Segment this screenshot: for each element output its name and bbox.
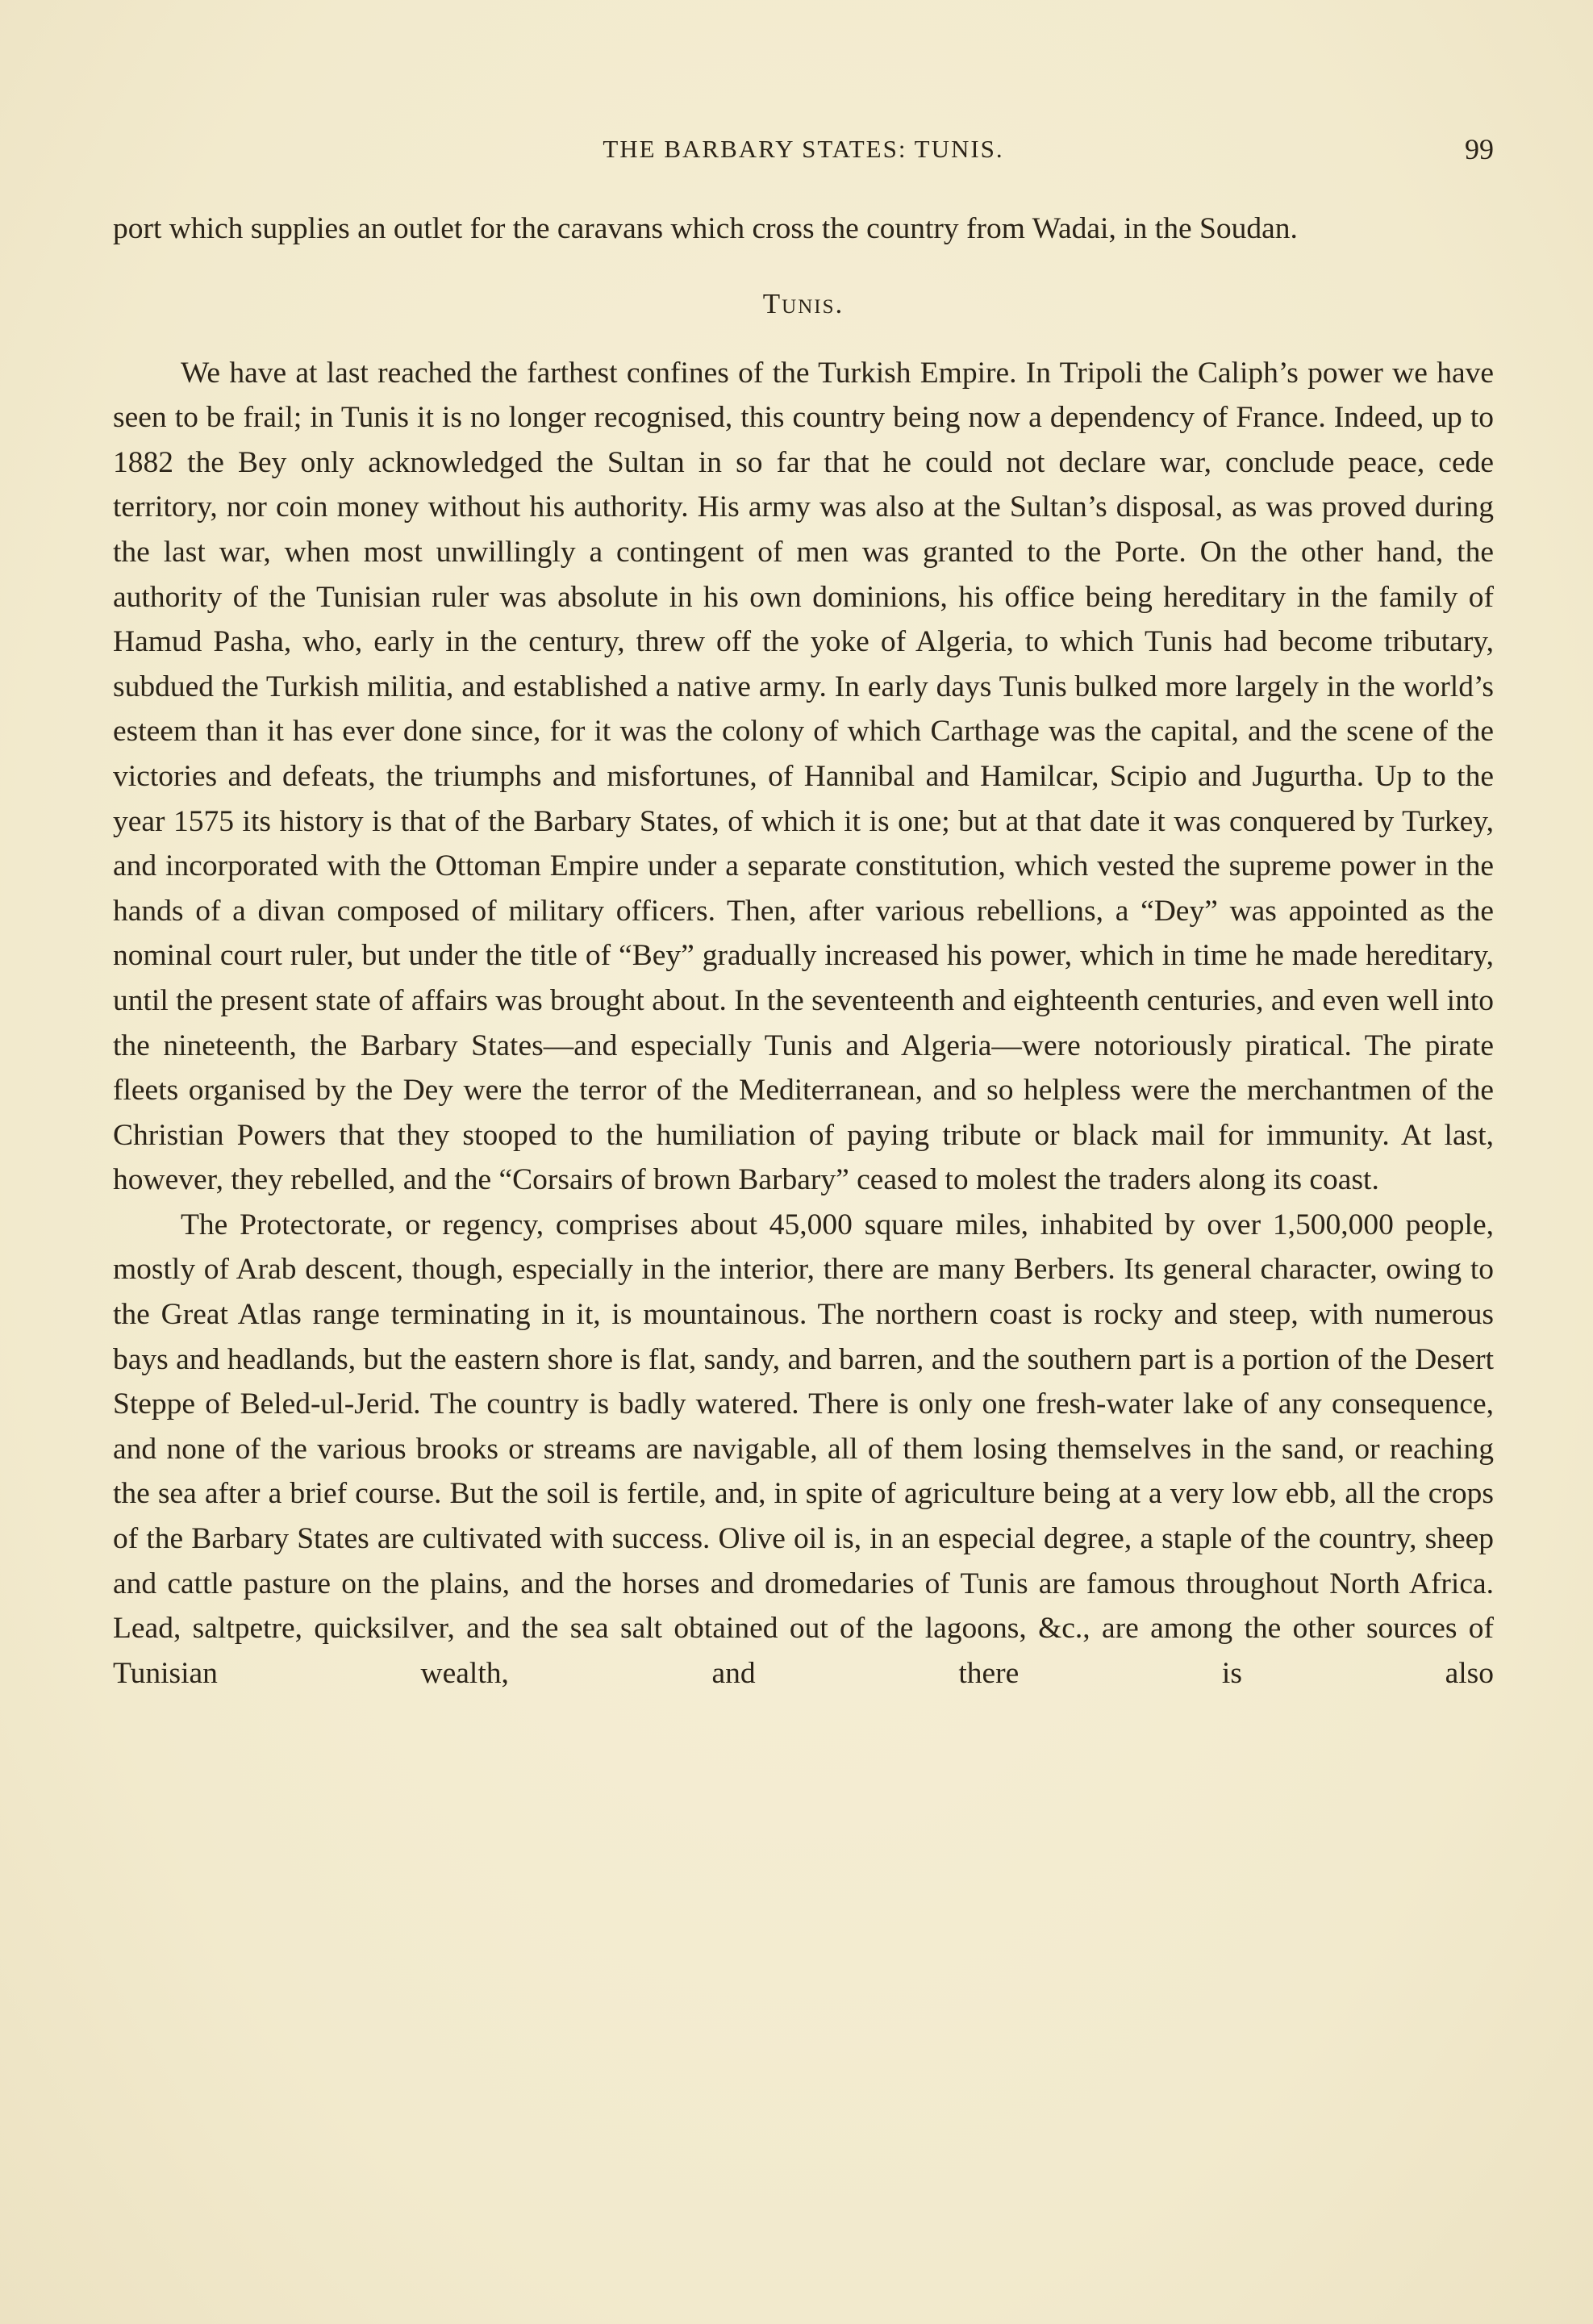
running-title: THE BARBARY STATES: TUNIS. bbox=[603, 135, 1004, 163]
section-title: Tunis. bbox=[762, 287, 844, 319]
body-text bbox=[113, 207, 1494, 1696]
paragraph-geography: The Protectorate, or regency, comprises about 45,000 square miles, inhabited by over 1,500,000 people, mostly of Arab descent, though, especially in the interior, there are many Berbers. Its general character, owing to the Great Atlas range terminating in it, is mountainous. The northern coast is rocky and steep, with numerous bays and headlands, but the eastern shore is flat, sandy, and barren, and the southern part is a portion of the Desert Steppe of Beled-ul-Jerid. The country is badly watered. There is only one fresh-water lake of any consequence, and none of the various brooks or streams are navigable, all of them losing themselves in the sand, or reaching the sea after a brief course. But the soil is fertile, and, in spite of agriculture being at a very low ebb, all the crops of the Barbary States are cultivated with success. Olive oil is, in an especial degree, a staple of the country, sheep and cattle pasture on the plains, and the horses and dromedaries of Tunis are famous throughout North Africa. Lead, saltpetre, quicksilver, and the sea salt obtained out of the lagoons, &c., are among the other sources of Tunisian wealth, and there is also bbox=[113, 1208, 1494, 1690]
opening-paragraph: port which supplies an outlet for the caravans which cross the country from Wadai, in the Soudan. bbox=[113, 212, 1298, 245]
page-number: 99 bbox=[1465, 133, 1494, 165]
paragraph-history: We have at last reached the farthest confines of the Turkish Empire. In Tripoli the Caliph’s power we have seen to be frail; in Tunis it is no longer recognised, this country being now a dependency of France. Indeed, up to 1882 the Bey only acknowledged the Sultan in so far that he could not declare war, conclude peace, cede territory, nor coin money without his authority. His army was also at the Sultan’s disposal, as was proved during the last war, when most unwillingly a contingent of men was granted to the Porte. On the other hand, the authority of the Tunisian ruler was absolute in his own dominions, his office being hereditary in the family of Hamud Pasha, who, early in the century, threw off the yoke of Algeria, to which Tunis had become tributary, subdued the Turkish militia, and established a native army. In early days Tunis bulked more largely in the world’s esteem than it has ever done since, for it was the colony of which Carthage was the capital, and the scene of the victories and defeats, the triumphs and misfortunes, of Hannibal and Hamilcar, Scipio and Jugurtha. Up to the year 1575 its history is that of the Barbary States, of which it is one; but at that date it was conquered by Turkey, and incorporated with the Ottoman Empire under a separate constitution, which vested the supreme power in the hands of a divan composed of military officers. Then, after various rebellions, a “Dey” was appointed as the nominal court ruler, but under the title of “Bey” gradually increased his power, which in time he made hereditary, until the present state of affairs was brought about. In the seventeenth and eighteenth centuries, and even well into the nineteenth, the Barbary States—and especially Tunis and Algeria—were notoriously piratical. The pirate fleets organised by the Dey were the terror of the Mediterranean, and so helpless were the merchantmen of the Christian Powers that they stooped to the humiliation of paying tribute or black mail for immunity. At last, however, they rebelled, and the “Corsairs of brown Barbary” ceased to molest the traders along its coast. bbox=[113, 356, 1494, 1197]
running-head bbox=[113, 129, 1494, 169]
